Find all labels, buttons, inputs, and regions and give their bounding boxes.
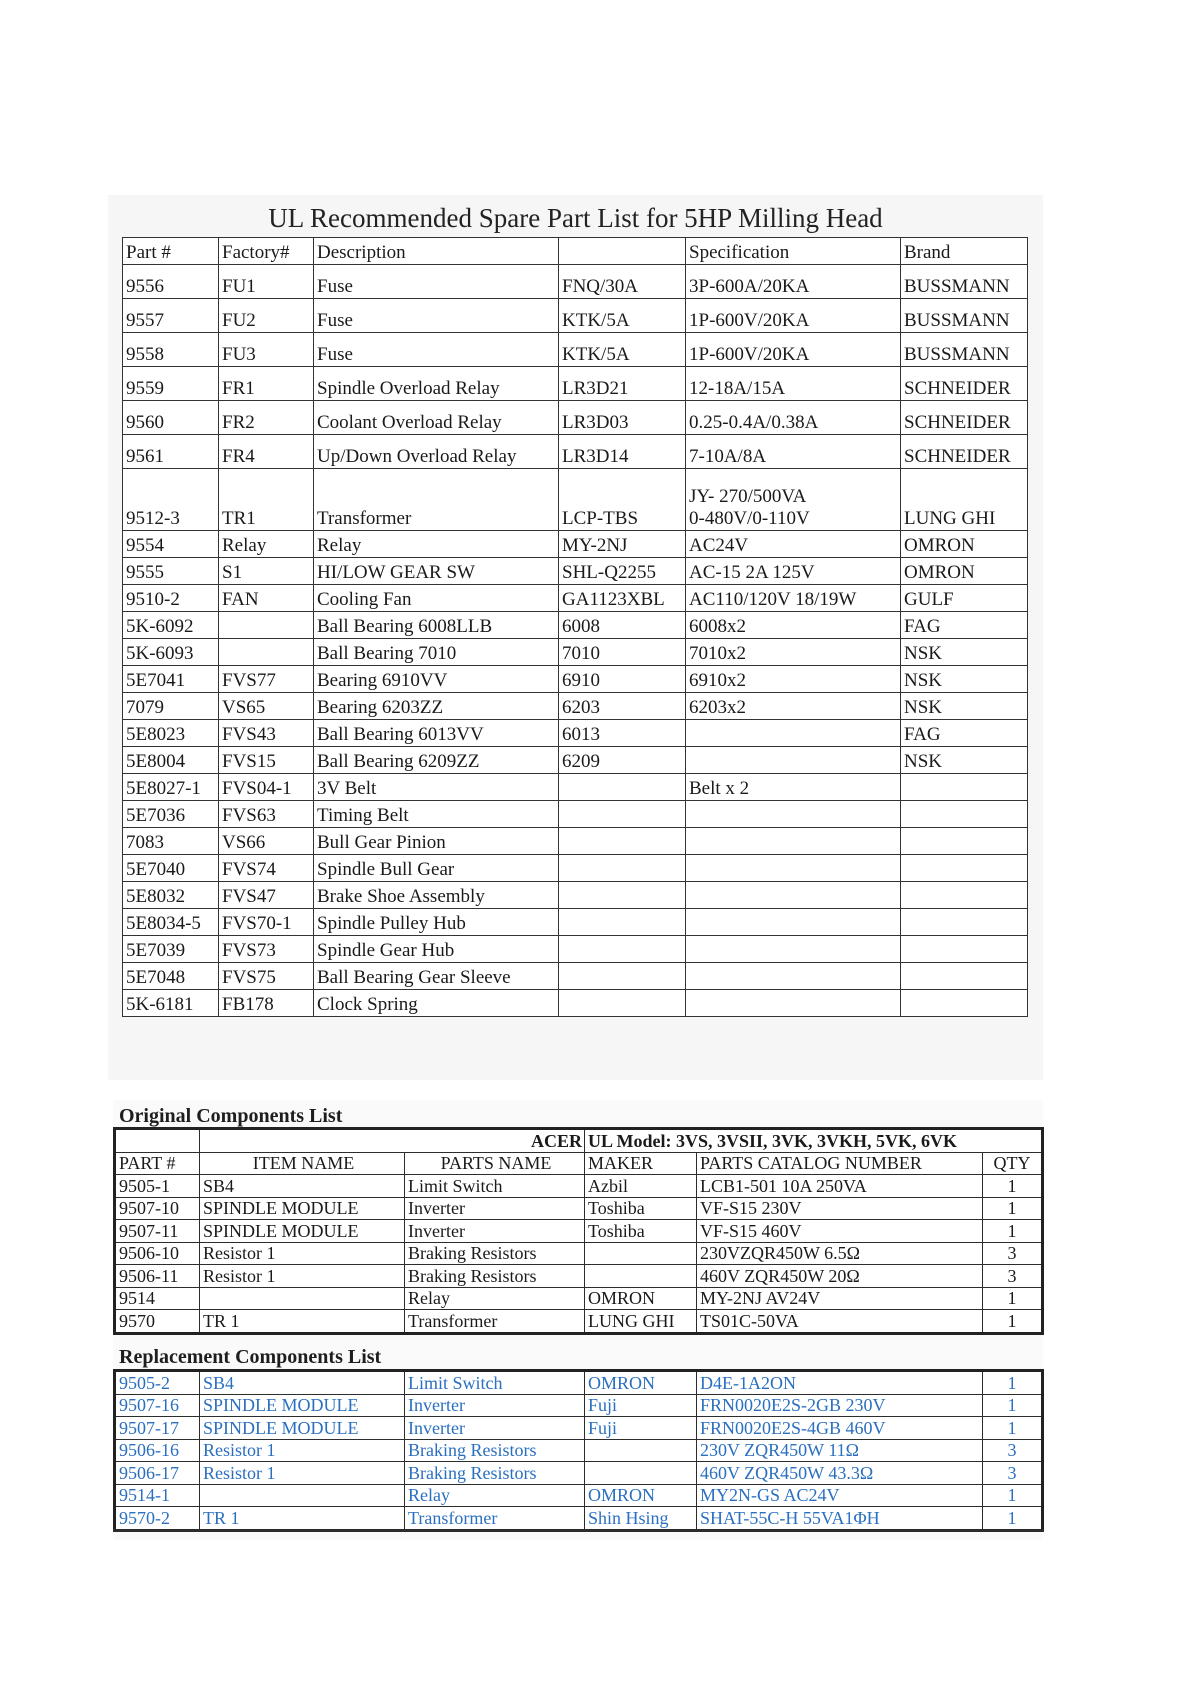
replacement-cell: 230V ZQR450W 11Ω <box>697 1439 983 1462</box>
spare-cell: Relay <box>314 531 559 558</box>
original-header-cell: QTY <box>983 1152 1043 1175</box>
spare-cell <box>559 882 686 909</box>
spare-cell: 1P-600V/20KA <box>686 333 901 367</box>
replacement-row <box>115 1371 1043 1395</box>
replacement-cell: TR 1 <box>200 1507 405 1531</box>
spare-cell: LR3D14 <box>559 435 686 469</box>
spare-cell: 9560 <box>123 401 219 435</box>
spare-cell: 9561 <box>123 435 219 469</box>
spare-row <box>123 469 1028 531</box>
original-row <box>115 1220 1043 1243</box>
spare-cell: LR3D03 <box>559 401 686 435</box>
original-cell: 9570 <box>115 1310 200 1334</box>
spare-cell: FVS77 <box>219 666 314 693</box>
original-cell: SB4 <box>200 1175 405 1198</box>
spare-cell <box>559 774 686 801</box>
spare-cell: BUSSMANN <box>901 265 1028 299</box>
spare-cell <box>901 882 1028 909</box>
spare-cell <box>559 936 686 963</box>
replacement-cell: FRN0020E2S-2GB 230V <box>697 1394 983 1417</box>
spare-cell: 5E8027-1 <box>123 774 219 801</box>
spare-cell: LUNG GHI <box>901 469 1028 531</box>
replacement-cell: Braking Resistors <box>405 1462 585 1485</box>
spare-cell: 3V Belt <box>314 774 559 801</box>
spare-spec-line: 0-480V/0-110V <box>689 508 810 529</box>
spare-cell: FR2 <box>219 401 314 435</box>
spare-cell: Bearing 6203ZZ <box>314 693 559 720</box>
spare-cell: 6008 <box>559 612 686 639</box>
spare-cell: Relay <box>219 531 314 558</box>
original-cell: 9506-11 <box>115 1265 200 1288</box>
replacement-cell: Shin Hsing <box>585 1507 697 1531</box>
spare-cell: Transformer <box>314 469 559 531</box>
spare-cell <box>559 801 686 828</box>
replacement-cell: Fuji <box>585 1417 697 1440</box>
spare-header-row <box>123 238 1028 265</box>
spare-cell: FVS73 <box>219 936 314 963</box>
spare-cell: BUSSMANN <box>901 299 1028 333</box>
spare-cell: 6008x2 <box>686 612 901 639</box>
original-cell: 9507-10 <box>115 1197 200 1220</box>
replacement-cell: SPINDLE MODULE <box>200 1394 405 1417</box>
spare-cell: 9510-2 <box>123 585 219 612</box>
spare-cell: SCHNEIDER <box>901 401 1028 435</box>
spare-row <box>123 333 1028 367</box>
original-cell: 1 <box>983 1287 1043 1310</box>
spare-row <box>123 963 1028 990</box>
original-row <box>115 1197 1043 1220</box>
spare-cell: GULF <box>901 585 1028 612</box>
spare-cell: 5E8032 <box>123 882 219 909</box>
original-cell: Azbil <box>585 1175 697 1198</box>
spare-cell: SCHNEIDER <box>901 435 1028 469</box>
spare-row <box>123 531 1028 558</box>
original-row <box>115 1287 1043 1310</box>
replacement-cell: 1 <box>983 1371 1043 1395</box>
original-cell: 9506-10 <box>115 1242 200 1265</box>
spare-cell <box>686 801 901 828</box>
replacement-row <box>115 1394 1043 1417</box>
spare-cell <box>901 828 1028 855</box>
original-cell: 1 <box>983 1175 1043 1198</box>
replacement-cell <box>585 1462 697 1485</box>
original-brand: ACER <box>200 1129 585 1153</box>
original-cell: Inverter <box>405 1197 585 1220</box>
spare-row <box>123 612 1028 639</box>
spare-cell: FVS15 <box>219 747 314 774</box>
original-cell <box>200 1287 405 1310</box>
original-cell: Transformer <box>405 1310 585 1334</box>
spare-cell: FU2 <box>219 299 314 333</box>
spare-cell: Up/Down Overload Relay <box>314 435 559 469</box>
spare-cell: 9556 <box>123 265 219 299</box>
spare-cell: Ball Bearing 7010 <box>314 639 559 666</box>
spare-header-cell: Brand <box>901 238 1028 265</box>
spare-cell: Spindle Overload Relay <box>314 367 559 401</box>
replacement-cell: Braking Resistors <box>405 1439 585 1462</box>
replacement-cell: SHAT-55C-H 55VA1ΦH <box>697 1507 983 1531</box>
spare-cell: Brake Shoe Assembly <box>314 882 559 909</box>
original-cell: TS01C-50VA <box>697 1310 983 1334</box>
replacement-cell: 460V ZQR450W 43.3Ω <box>697 1462 983 1485</box>
spare-cell: Fuse <box>314 333 559 367</box>
spare-cell: KTK/5A <box>559 299 686 333</box>
spare-row <box>123 882 1028 909</box>
replacement-cell: 9570-2 <box>115 1507 200 1531</box>
original-header-row <box>115 1152 1043 1175</box>
spare-cell <box>559 909 686 936</box>
spare-row <box>123 639 1028 666</box>
spare-cell: FU1 <box>219 265 314 299</box>
spare-cell: 6910 <box>559 666 686 693</box>
original-header-cell: PART # <box>115 1152 200 1175</box>
spare-cell: FNQ/30A <box>559 265 686 299</box>
original-model-text: UL Model: 3VS, 3VSII, 3VK, 3VKH, 5VK, 6VK <box>588 1130 958 1151</box>
replacement-components-title: Replacement Components List <box>119 1346 382 1368</box>
spare-row <box>123 774 1028 801</box>
original-header-cell: ITEM NAME <box>200 1152 405 1175</box>
spare-cell <box>901 963 1028 990</box>
replacement-cell: 1 <box>983 1417 1043 1440</box>
spare-cell: LCP-TBS <box>559 469 686 531</box>
spare-cell <box>901 774 1028 801</box>
spare-row <box>123 367 1028 401</box>
spare-cell: FVS43 <box>219 720 314 747</box>
spare-cell: VS66 <box>219 828 314 855</box>
spare-cell: OMRON <box>901 558 1028 585</box>
spare-row <box>123 558 1028 585</box>
spare-cell: Spindle Pulley Hub <box>314 909 559 936</box>
spare-header-cell: Part # <box>123 238 219 265</box>
original-model <box>585 1129 1043 1153</box>
spare-cell: 6209 <box>559 747 686 774</box>
spare-cell: Spindle Bull Gear <box>314 855 559 882</box>
spare-cell: Coolant Overload Relay <box>314 401 559 435</box>
replacement-row <box>115 1417 1043 1440</box>
spare-header-cell: Specification <box>686 238 901 265</box>
spare-cell <box>686 855 901 882</box>
replacement-cell: 9506-17 <box>115 1462 200 1485</box>
spare-cell: FR4 <box>219 435 314 469</box>
spare-cell <box>686 909 901 936</box>
spare-cell <box>901 909 1028 936</box>
spare-header-cell: Description <box>314 238 559 265</box>
spare-row <box>123 299 1028 333</box>
replacement-cell: Fuji <box>585 1394 697 1417</box>
original-cell: Limit Switch <box>405 1175 585 1198</box>
spare-cell: VS65 <box>219 693 314 720</box>
spare-cell: AC110/120V 18/19W <box>686 585 901 612</box>
spare-list-title: UL Recommended Spare Part List for 5HP Milling Head <box>268 203 883 233</box>
spare-row <box>123 666 1028 693</box>
replacement-cell: 9507-16 <box>115 1394 200 1417</box>
original-blank-cell <box>115 1129 200 1153</box>
spare-cell: 7010x2 <box>686 639 901 666</box>
original-components-title: Original Components List <box>119 1105 343 1127</box>
spare-cell: 6203x2 <box>686 693 901 720</box>
spare-cell: Timing Belt <box>314 801 559 828</box>
spare-cell: Belt x 2 <box>686 774 901 801</box>
original-cell: 230VZQR450W 6.5Ω <box>697 1242 983 1265</box>
spare-cell <box>686 990 901 1017</box>
spare-cell: 5K-6181 <box>123 990 219 1017</box>
original-cell: 9505-1 <box>115 1175 200 1198</box>
spare-cell: 5E8004 <box>123 747 219 774</box>
original-cell: Braking Resistors <box>405 1242 585 1265</box>
original-components-table <box>113 1127 1044 1335</box>
spare-cell: TR1 <box>219 469 314 531</box>
original-cell: Inverter <box>405 1220 585 1243</box>
replacement-row <box>115 1462 1043 1485</box>
original-cell: Braking Resistors <box>405 1265 585 1288</box>
replacement-cell: Limit Switch <box>405 1371 585 1395</box>
spare-cell: 7079 <box>123 693 219 720</box>
spare-cell <box>686 882 901 909</box>
original-cell: Toshiba <box>585 1197 697 1220</box>
spare-cell: FB178 <box>219 990 314 1017</box>
spare-cell: NSK <box>901 747 1028 774</box>
spare-cell: LR3D21 <box>559 367 686 401</box>
replacement-cell: MY2N-GS AC24V <box>697 1484 983 1507</box>
original-cell: 9507-11 <box>115 1220 200 1243</box>
spare-cell <box>901 936 1028 963</box>
spare-cell: Bearing 6910VV <box>314 666 559 693</box>
original-cell: TR 1 <box>200 1310 405 1334</box>
spare-row <box>123 990 1028 1017</box>
replacement-cell: 3 <box>983 1439 1043 1462</box>
spare-cell: FU3 <box>219 333 314 367</box>
spare-cell <box>901 990 1028 1017</box>
replacement-cell: 9505-2 <box>115 1371 200 1395</box>
spare-cell: FAG <box>901 612 1028 639</box>
original-cell: VF-S15 230V <box>697 1197 983 1220</box>
spare-cell: 5E7036 <box>123 801 219 828</box>
replacement-cell: Inverter <box>405 1417 585 1440</box>
spare-cell: 7010 <box>559 639 686 666</box>
spare-cell: Ball Bearing 6209ZZ <box>314 747 559 774</box>
original-cell: 1 <box>983 1197 1043 1220</box>
spare-cell <box>559 855 686 882</box>
spare-cell: 5E7039 <box>123 936 219 963</box>
replacement-row <box>115 1507 1043 1531</box>
replacement-cell: 9506-16 <box>115 1439 200 1462</box>
spare-cell: 9555 <box>123 558 219 585</box>
original-cell: 1 <box>983 1220 1043 1243</box>
spare-row <box>123 909 1028 936</box>
original-cell: 1 <box>983 1310 1043 1334</box>
spare-cell: OMRON <box>901 531 1028 558</box>
spare-row <box>123 585 1028 612</box>
spare-cell <box>559 963 686 990</box>
spare-cell: AC24V <box>686 531 901 558</box>
spare-cell: FVS75 <box>219 963 314 990</box>
spare-cell: Clock Spring <box>314 990 559 1017</box>
spare-cell <box>901 855 1028 882</box>
replacement-cell: SB4 <box>200 1371 405 1395</box>
replacement-cell: OMRON <box>585 1484 697 1507</box>
spare-cell: BUSSMANN <box>901 333 1028 367</box>
original-cell: VF-S15 460V <box>697 1220 983 1243</box>
spare-cell: 5K-6092 <box>123 612 219 639</box>
replacement-cell: D4E-1A2ON <box>697 1371 983 1395</box>
original-header-cell: PARTS NAME <box>405 1152 585 1175</box>
replacement-cell: 9507-17 <box>115 1417 200 1440</box>
spare-cell <box>686 963 901 990</box>
spare-cell: 12-18A/15A <box>686 367 901 401</box>
spare-header-cell: Factory# <box>219 238 314 265</box>
spare-cell <box>686 747 901 774</box>
spare-cell: KTK/5A <box>559 333 686 367</box>
replacement-cell: Resistor 1 <box>200 1462 405 1485</box>
original-cell <box>585 1242 697 1265</box>
spare-cell: 5E7040 <box>123 855 219 882</box>
spare-cell: 9557 <box>123 299 219 333</box>
spare-spec-cell <box>686 469 901 531</box>
spare-cell: 7083 <box>123 828 219 855</box>
replacement-row <box>115 1484 1043 1507</box>
original-cell: Resistor 1 <box>200 1265 405 1288</box>
spare-cell: SHL-Q2255 <box>559 558 686 585</box>
spare-cell: FVS63 <box>219 801 314 828</box>
replacement-cell: FRN0020E2S-4GB 460V <box>697 1417 983 1440</box>
spare-row <box>123 828 1028 855</box>
spare-cell: MY-2NJ <box>559 531 686 558</box>
original-cell: 460V ZQR450W 20Ω <box>697 1265 983 1288</box>
original-cell: 9514 <box>115 1287 200 1310</box>
spare-cell: Spindle Gear Hub <box>314 936 559 963</box>
spare-cell: S1 <box>219 558 314 585</box>
spare-cell <box>901 801 1028 828</box>
original-header-cell: PARTS CATALOG NUMBER <box>697 1152 983 1175</box>
spare-row <box>123 747 1028 774</box>
spare-cell: 6203 <box>559 693 686 720</box>
spare-cell <box>219 639 314 666</box>
spare-cell: FVS74 <box>219 855 314 882</box>
spare-cell: 5K-6093 <box>123 639 219 666</box>
spare-row <box>123 693 1028 720</box>
spare-spec-line: JY- 270/500VA <box>689 486 807 507</box>
replacement-components-table <box>113 1369 1044 1532</box>
spare-cell: FAG <box>901 720 1028 747</box>
spare-cell: FVS47 <box>219 882 314 909</box>
spare-row <box>123 265 1028 299</box>
spare-cell: 1P-600V/20KA <box>686 299 901 333</box>
spare-cell <box>219 612 314 639</box>
spare-cell <box>559 828 686 855</box>
spare-cell: Cooling Fan <box>314 585 559 612</box>
spare-cell: GA1123XBL <box>559 585 686 612</box>
spare-cell: 0.25-0.4A/0.38A <box>686 401 901 435</box>
replacement-cell: OMRON <box>585 1371 697 1395</box>
original-header-cell: MAKER <box>585 1152 697 1175</box>
replacement-cell: Inverter <box>405 1394 585 1417</box>
replacement-cell: Relay <box>405 1484 585 1507</box>
replacement-cell <box>585 1439 697 1462</box>
replacement-cell <box>200 1484 405 1507</box>
original-row <box>115 1175 1043 1198</box>
original-cell: Relay <box>405 1287 585 1310</box>
spare-cell: 5E7048 <box>123 963 219 990</box>
original-cell: LUNG GHI <box>585 1310 697 1334</box>
spare-cell: NSK <box>901 666 1028 693</box>
spare-cell: FR1 <box>219 367 314 401</box>
spare-cell: SCHNEIDER <box>901 367 1028 401</box>
spare-cell: Fuse <box>314 265 559 299</box>
spare-row <box>123 435 1028 469</box>
original-cell: Resistor 1 <box>200 1242 405 1265</box>
spare-cell: 6013 <box>559 720 686 747</box>
spare-cell: Ball Bearing Gear Sleeve <box>314 963 559 990</box>
spare-cell: NSK <box>901 693 1028 720</box>
spare-cell: 5E8034-5 <box>123 909 219 936</box>
spare-cell: FAN <box>219 585 314 612</box>
original-cell <box>585 1265 697 1288</box>
replacement-cell: 1 <box>983 1394 1043 1417</box>
original-row <box>115 1242 1043 1265</box>
spare-part-table <box>122 237 1028 1017</box>
spare-cell: 9512-3 <box>123 469 219 531</box>
original-cell: OMRON <box>585 1287 697 1310</box>
spare-cell <box>686 720 901 747</box>
spare-cell: Ball Bearing 6008LLB <box>314 612 559 639</box>
original-row <box>115 1310 1043 1334</box>
spare-cell: HI/LOW GEAR SW <box>314 558 559 585</box>
spare-row <box>123 801 1028 828</box>
spare-cell: 5E7041 <box>123 666 219 693</box>
replacement-cell: 9514-1 <box>115 1484 200 1507</box>
spare-header-cell <box>559 238 686 265</box>
spare-cell: FVS70-1 <box>219 909 314 936</box>
spare-cell: AC-15 2A 125V <box>686 558 901 585</box>
spare-cell: 6910x2 <box>686 666 901 693</box>
original-cell: LCB1-501 10A 250VA <box>697 1175 983 1198</box>
spare-cell: 9558 <box>123 333 219 367</box>
replacement-cell: Transformer <box>405 1507 585 1531</box>
original-cell: 3 <box>983 1265 1043 1288</box>
spare-cell: Fuse <box>314 299 559 333</box>
spare-cell: Ball Bearing 6013VV <box>314 720 559 747</box>
replacement-cell: 1 <box>983 1507 1043 1531</box>
spare-cell <box>686 936 901 963</box>
original-cell: SPINDLE MODULE <box>200 1197 405 1220</box>
spare-cell <box>686 828 901 855</box>
original-row <box>115 1265 1043 1288</box>
original-cell: Toshiba <box>585 1220 697 1243</box>
original-cell: SPINDLE MODULE <box>200 1220 405 1243</box>
spare-row <box>123 855 1028 882</box>
spare-row <box>123 720 1028 747</box>
spare-cell: 3P-600A/20KA <box>686 265 901 299</box>
spare-row <box>123 401 1028 435</box>
spare-cell: FVS04-1 <box>219 774 314 801</box>
spare-cell <box>559 990 686 1017</box>
spare-cell: NSK <box>901 639 1028 666</box>
spare-cell: 9554 <box>123 531 219 558</box>
replacement-cell: 3 <box>983 1462 1043 1485</box>
spare-cell: 9559 <box>123 367 219 401</box>
replacement-cell: SPINDLE MODULE <box>200 1417 405 1440</box>
replacement-row <box>115 1439 1043 1462</box>
replacement-cell: 1 <box>983 1484 1043 1507</box>
original-cell: 3 <box>983 1242 1043 1265</box>
original-cell: MY-2NJ AV24V <box>697 1287 983 1310</box>
spare-row <box>123 936 1028 963</box>
replacement-cell: Resistor 1 <box>200 1439 405 1462</box>
spare-cell: Bull Gear Pinion <box>314 828 559 855</box>
spare-cell: 7-10A/8A <box>686 435 901 469</box>
spare-cell: 5E8023 <box>123 720 219 747</box>
